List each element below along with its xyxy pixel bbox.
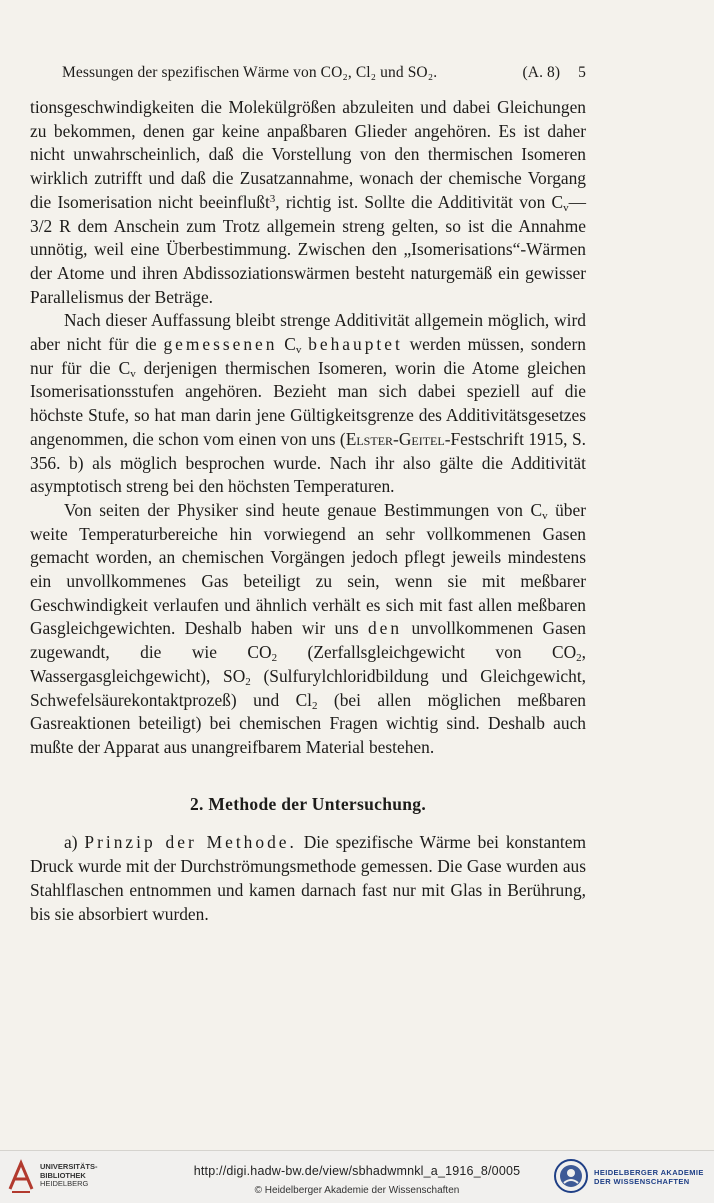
text-run: (Sulfurylchloridbildung und Gleichgewicht, Schwefelsäurekontaktprozeß) und Cl [30, 665, 586, 710]
subscript: v [563, 201, 569, 214]
paragraph-1 [30, 96, 586, 309]
paragraph-3 [30, 499, 586, 760]
footnote-ref[interactable]: 3 [269, 192, 276, 205]
section-number: (A. 8) [522, 64, 561, 81]
text-run: Nach dieser Auffassung bleibt strenge Additivität allgemein möglich, wird aber nicht für die [30, 310, 586, 355]
text-run: derjenigen thermischen Isomeren, worin die Atome gleichen Isomerisationsstufen angehören. Bezieht man sich dabei speziell auf die höchste Stufe, so hat man darin jene Gültigkeitsgrenze des Additivitätsgesetzes angenommen, die schon vom einen von uns ( [30, 357, 586, 449]
text-run: a) [64, 832, 85, 853]
text-run: Die spezifische Wärme bei konstantem Druck wurde mit der Durchströmungsmethode gemessen. Die Gase wurden aus Stahlflaschen entnommen und kamen darnach fast nur mit Glas in Berührung, bis sie absorbiert wurden. [30, 832, 586, 924]
text-run: (bei allen möglichen meßbaren Gasreaktionen beteiligt) bei chemischen Fragen wichtig sind. Deshalb auch mußte der Apparat aus unangreifbarem Material bestehen. [30, 689, 586, 757]
text-run: , richtig ist. Sollte die Additivität von C [275, 191, 564, 212]
subscript: v [130, 367, 136, 380]
spaced-emphasis: Prinzip der Methode. [84, 832, 297, 853]
subscript: v [542, 509, 548, 522]
text-run: (Zerfallsgleichgewicht von CO [277, 642, 577, 663]
copyright-notice: © Heidelberger Akademie der Wissenschaften [254, 1185, 460, 1196]
text-run: werden müssen, sondern nur für die C [30, 334, 586, 378]
paragraph-4 [30, 831, 586, 926]
viewer-footer [0, 1150, 714, 1203]
text-run: , Wassergasgleichgewicht), SO [30, 642, 586, 686]
small-caps-name: Elster-Geitel [345, 428, 445, 449]
page-number: 5 [578, 64, 586, 81]
permalink-url[interactable]: http://digi.hadw-bw.de/view/sbhadwmnkl_a_1916_8/0005 [193, 1164, 521, 1178]
paragraph-2 [30, 309, 586, 499]
university-library-name: UNIVERSITÄTS- BIBLIOTHEK HEIDELBERG [40, 1162, 98, 1188]
text-run: —3/2 R dem Anschein zum Trotz allgemein streng gelten, so ist die Annahme unnötig, weil eine Überbestimmung. Zwischen den „Isomerisations“-Wärmen der Atome und ihren Abdissoziationswärmen besteht naturgemäß ein gewisser Parallelismus der Beträge. [30, 191, 586, 307]
subscript: 2 [312, 699, 318, 712]
subscript: 2 [245, 675, 251, 688]
spaced-emphasis: den [367, 618, 403, 639]
main-text [30, 96, 586, 926]
subscript: v [295, 344, 302, 357]
academy-seal-icon[interactable] [553, 1158, 589, 1194]
academy-name: HEIDELBERGER AKADEMIE DER WISSENSCHAFTEN [594, 1168, 704, 1186]
text-run: tionsgeschwindigkeiten die Molekülgrößen abzuleiten und dabei Gleichungen zu bekommen, denen gar keine anpaßbaren Glieder angehören. Es ist daher nicht unwahrscheinlich, daß die Vorstellung von den thermischen Isomeren wirklich zutrifft und daß die Zusatzannahme, wonach der chemische Vorgang die Isomerisation nicht beeinflußt [30, 97, 586, 212]
subscript: 2 [271, 652, 278, 665]
text-run: unvollkommenen Gasen zugewandt, die wie CO [30, 618, 586, 663]
subscript: 2 [576, 652, 582, 665]
spaced-emphasis: behauptet [308, 334, 403, 355]
section-heading: 2. Methode der Untersuchung. [189, 793, 427, 814]
text-run: C [277, 334, 296, 355]
text-run: Von seiten der Physiker sind heute genaue Bestimmungen von C [64, 499, 543, 520]
running-title: Messungen der spezifischen Wärme von CO₂, Cl₂ und SO₂. [62, 64, 438, 81]
spaced-emphasis: gemessenen [163, 334, 278, 355]
text-run: -Festschrift 1915, S. 356. b) als möglich besprochen wurde. Nach ihr also gälte die Additivität asymptotisch streng bei den höchsten Temperaturen. [30, 428, 586, 497]
text-run: über weite Temperaturbereiche hin vorwiegend an sehr vollkommenen Gasen gemacht worden, an chemischen Vorgängen jedoch pflegt jeweils mindestens ein unvollkommenes Gas beteiligt zu sein, wenn sie mit meßbarer Geschwindigkeit verlaufen und ähnlich verhält es sich mit fast allen meßbaren Gasgleichgewichten. Deshalb haben wir uns [30, 499, 586, 639]
running-header [62, 64, 586, 82]
